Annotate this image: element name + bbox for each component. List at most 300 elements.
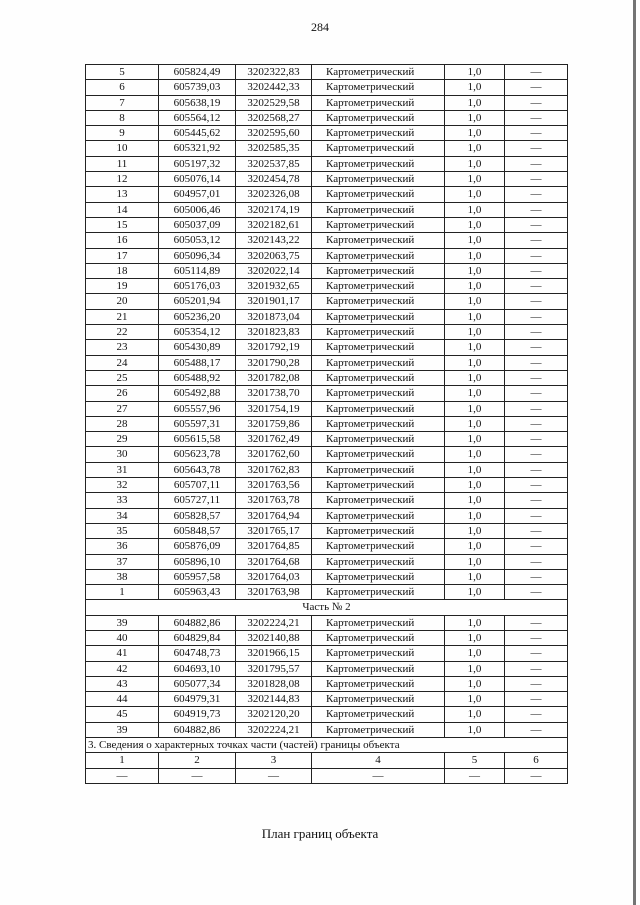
cell-description: — <box>505 279 568 294</box>
table-row <box>86 141 568 156</box>
cell-description: — <box>505 65 568 80</box>
cell-x-coordinate: 604829,84 <box>159 630 236 645</box>
table-row <box>86 65 568 80</box>
cell-method: Картометрический <box>312 80 445 95</box>
cell-y-coordinate: 3201762,49 <box>236 432 312 447</box>
cell-method: Картометрический <box>312 569 445 584</box>
cell-description: — <box>505 370 568 385</box>
cell-x-coordinate: 2 <box>159 753 236 768</box>
table-row <box>86 202 568 217</box>
cell-y-coordinate: 3201759,86 <box>236 416 312 431</box>
cell-point-number: 6 <box>86 80 159 95</box>
cell-description: — <box>505 309 568 324</box>
cell-method: Картометрический <box>312 432 445 447</box>
cell-accuracy: 1,0 <box>445 554 505 569</box>
cell-x-coordinate: 605077,34 <box>159 676 236 691</box>
table-row <box>86 95 568 110</box>
cell-method: Картометрический <box>312 233 445 248</box>
cell-method: Картометрический <box>312 187 445 202</box>
table-row <box>86 615 568 630</box>
cell-point-number: 1 <box>86 585 159 600</box>
cell-x-coordinate: 605824,49 <box>159 65 236 80</box>
cell-method: Картометрический <box>312 630 445 645</box>
cell-accuracy: 1,0 <box>445 523 505 538</box>
part-2-header-row <box>86 600 568 615</box>
cell-x-coordinate: 605176,03 <box>159 279 236 294</box>
cell-x-coordinate: 604919,73 <box>159 707 236 722</box>
cell-description: — <box>505 569 568 584</box>
cell-point-number: 5 <box>86 65 159 80</box>
cell-description: — <box>505 340 568 355</box>
cell-method: Картометрический <box>312 508 445 523</box>
cell-x-coordinate: 604693,10 <box>159 661 236 676</box>
cell-y-coordinate: 3201790,28 <box>236 355 312 370</box>
cell-accuracy: 1,0 <box>445 493 505 508</box>
table-row <box>86 126 568 141</box>
cell-accuracy: 1,0 <box>445 141 505 156</box>
cell-accuracy: 1,0 <box>445 294 505 309</box>
cell-description: — <box>505 462 568 477</box>
cell-point-number: 19 <box>86 279 159 294</box>
cell-y-coordinate: — <box>236 768 312 783</box>
cell-y-coordinate: 3202568,27 <box>236 110 312 125</box>
cell-x-coordinate: 605623,78 <box>159 447 236 462</box>
cell-x-coordinate: 605876,09 <box>159 539 236 554</box>
cell-accuracy: 1,0 <box>445 646 505 661</box>
table-row <box>86 661 568 676</box>
cell-method: Картометрический <box>312 110 445 125</box>
cell-method: Картометрический <box>312 355 445 370</box>
part-2-title: Часть № 2 <box>86 600 568 615</box>
cell-accuracy: 1,0 <box>445 279 505 294</box>
cell-y-coordinate: 3202174,19 <box>236 202 312 217</box>
cell-accuracy: 1,0 <box>445 65 505 80</box>
table-row <box>86 554 568 569</box>
cell-point-number: — <box>86 768 159 783</box>
table-row <box>86 217 568 232</box>
cell-accuracy: 1,0 <box>445 722 505 737</box>
cell-x-coordinate: 605006,46 <box>159 202 236 217</box>
cell-x-coordinate: 604957,01 <box>159 187 236 202</box>
cell-y-coordinate: 3202442,33 <box>236 80 312 95</box>
table-row <box>86 722 568 737</box>
table-row <box>86 493 568 508</box>
cell-point-number: 44 <box>86 692 159 707</box>
cell-method: Картометрический <box>312 692 445 707</box>
cell-y-coordinate: 3202120,20 <box>236 707 312 722</box>
table-row <box>86 263 568 278</box>
coordinates-table <box>85 64 568 784</box>
cell-point-number: 1 <box>86 753 159 768</box>
cell-description: — <box>505 141 568 156</box>
cell-method: Картометрический <box>312 248 445 263</box>
cell-description: — <box>505 432 568 447</box>
cell-method: Картометрический <box>312 722 445 737</box>
table-row <box>86 233 568 248</box>
cell-description: — <box>505 630 568 645</box>
cell-method: Картометрический <box>312 263 445 278</box>
table-row <box>86 585 568 600</box>
table-row <box>86 676 568 691</box>
cell-y-coordinate: 3201765,17 <box>236 523 312 538</box>
cell-description: — <box>505 401 568 416</box>
cell-method: Картометрический <box>312 386 445 401</box>
table-row <box>86 370 568 385</box>
section-3-caption-row <box>86 738 568 753</box>
table-row <box>86 508 568 523</box>
cell-point-number: 16 <box>86 233 159 248</box>
cell-accuracy: 1,0 <box>445 462 505 477</box>
cell-description: — <box>505 172 568 187</box>
cell-description: — <box>505 661 568 676</box>
cell-x-coordinate: 605828,57 <box>159 508 236 523</box>
table-row <box>86 110 568 125</box>
cell-method: Картометрический <box>312 554 445 569</box>
table-row <box>86 707 568 722</box>
cell-x-coordinate: 605053,12 <box>159 233 236 248</box>
cell-description: — <box>505 325 568 340</box>
cell-point-number: 38 <box>86 569 159 584</box>
cell-x-coordinate: 604882,86 <box>159 615 236 630</box>
table-row <box>86 325 568 340</box>
cell-x-coordinate: 605957,58 <box>159 569 236 584</box>
cell-description: — <box>505 187 568 202</box>
cell-method: Картометрический <box>312 340 445 355</box>
cell-accuracy: 1,0 <box>445 355 505 370</box>
cell-x-coordinate: 605096,34 <box>159 248 236 263</box>
cell-y-coordinate: 3201823,83 <box>236 325 312 340</box>
cell-accuracy: 1,0 <box>445 370 505 385</box>
cell-point-number: 36 <box>86 539 159 554</box>
cell-y-coordinate: 3201738,70 <box>236 386 312 401</box>
section-3-caption: 3. Сведения о характерных точках части (частей) границы объекта <box>86 738 568 753</box>
cell-x-coordinate: 605848,57 <box>159 523 236 538</box>
cell-point-number: 30 <box>86 447 159 462</box>
cell-description: — <box>505 615 568 630</box>
cell-description: — <box>505 447 568 462</box>
cell-point-number: 34 <box>86 508 159 523</box>
cell-point-number: 21 <box>86 309 159 324</box>
cell-x-coordinate: 604748,73 <box>159 646 236 661</box>
section-3-empty-row <box>86 768 568 783</box>
cell-y-coordinate: 3201762,83 <box>236 462 312 477</box>
cell-description: — <box>505 707 568 722</box>
cell-y-coordinate: 3202224,21 <box>236 722 312 737</box>
cell-accuracy: 1,0 <box>445 661 505 676</box>
cell-accuracy: 1,0 <box>445 202 505 217</box>
cell-description: — <box>505 80 568 95</box>
cell-y-coordinate: 3201764,68 <box>236 554 312 569</box>
cell-method: Картометрический <box>312 156 445 171</box>
cell-accuracy: 1,0 <box>445 95 505 110</box>
coordinates-table-body <box>86 65 568 784</box>
cell-point-number: 20 <box>86 294 159 309</box>
table-row <box>86 355 568 370</box>
cell-method: Картометрический <box>312 65 445 80</box>
cell-method: Картометрический <box>312 585 445 600</box>
cell-point-number: 29 <box>86 432 159 447</box>
cell-y-coordinate: 3201932,65 <box>236 279 312 294</box>
cell-accuracy: 5 <box>445 753 505 768</box>
table-row <box>86 309 568 324</box>
cell-accuracy: 1,0 <box>445 110 505 125</box>
cell-y-coordinate: 3202144,83 <box>236 692 312 707</box>
cell-x-coordinate: 605963,43 <box>159 585 236 600</box>
cell-accuracy: 1,0 <box>445 80 505 95</box>
cell-method: Картометрический <box>312 661 445 676</box>
cell-x-coordinate: 605037,09 <box>159 217 236 232</box>
cell-description: — <box>505 263 568 278</box>
cell-accuracy: 1,0 <box>445 539 505 554</box>
cell-x-coordinate: 605201,94 <box>159 294 236 309</box>
cell-description: — <box>505 508 568 523</box>
cell-description: — <box>505 156 568 171</box>
cell-accuracy: 1,0 <box>445 126 505 141</box>
cell-accuracy: 1,0 <box>445 340 505 355</box>
cell-method: Картометрический <box>312 309 445 324</box>
cell-accuracy: 1,0 <box>445 416 505 431</box>
cell-method: Картометрический <box>312 95 445 110</box>
table-row <box>86 462 568 477</box>
cell-description: — <box>505 646 568 661</box>
cell-method: Картометрический <box>312 217 445 232</box>
cell-y-coordinate: 3202063,75 <box>236 248 312 263</box>
page-number: 284 <box>311 20 329 34</box>
cell-accuracy: 1,0 <box>445 263 505 278</box>
cell-y-coordinate: 3202585,35 <box>236 141 312 156</box>
cell-point-number: 17 <box>86 248 159 263</box>
cell-point-number: 42 <box>86 661 159 676</box>
cell-point-number: 9 <box>86 126 159 141</box>
cell-point-number: 13 <box>86 187 159 202</box>
table-row <box>86 646 568 661</box>
cell-description: — <box>505 768 568 783</box>
cell-y-coordinate: 3201828,08 <box>236 676 312 691</box>
cell-accuracy: 1,0 <box>445 585 505 600</box>
cell-accuracy: 1,0 <box>445 692 505 707</box>
cell-y-coordinate: 3201764,85 <box>236 539 312 554</box>
cell-y-coordinate: 3201754,19 <box>236 401 312 416</box>
cell-description: — <box>505 386 568 401</box>
cell-method: Картометрический <box>312 462 445 477</box>
plan-title: План границ объекта <box>261 826 379 841</box>
section-3-header-row <box>86 753 568 768</box>
cell-method: Картометрический <box>312 279 445 294</box>
cell-y-coordinate: 3201763,78 <box>236 493 312 508</box>
table-row <box>86 539 568 554</box>
cell-x-coordinate: 605076,14 <box>159 172 236 187</box>
cell-accuracy: 1,0 <box>445 432 505 447</box>
cell-accuracy: 1,0 <box>445 401 505 416</box>
cell-point-number: 12 <box>86 172 159 187</box>
cell-point-number: 32 <box>86 478 159 493</box>
cell-method: Картометрический <box>312 615 445 630</box>
cell-method: 4 <box>312 753 445 768</box>
cell-x-coordinate: 604979,31 <box>159 692 236 707</box>
table-row <box>86 523 568 538</box>
cell-y-coordinate: 3202537,85 <box>236 156 312 171</box>
cell-x-coordinate: 605615,58 <box>159 432 236 447</box>
cell-x-coordinate: 605321,92 <box>159 141 236 156</box>
cell-accuracy: 1,0 <box>445 508 505 523</box>
cell-point-number: 11 <box>86 156 159 171</box>
table-row <box>86 432 568 447</box>
cell-description: — <box>505 202 568 217</box>
cell-method: Картометрический <box>312 539 445 554</box>
table-row <box>86 447 568 462</box>
cell-y-coordinate: 3201763,98 <box>236 585 312 600</box>
cell-method: Картометрический <box>312 676 445 691</box>
cell-y-coordinate: 3 <box>236 753 312 768</box>
cell-y-coordinate: 3201873,04 <box>236 309 312 324</box>
cell-x-coordinate: 605445,62 <box>159 126 236 141</box>
cell-y-coordinate: 3202454,78 <box>236 172 312 187</box>
table-row <box>86 401 568 416</box>
cell-accuracy: 1,0 <box>445 172 505 187</box>
cell-x-coordinate: 605727,11 <box>159 493 236 508</box>
cell-x-coordinate: 605557,96 <box>159 401 236 416</box>
cell-method: Картометрический <box>312 294 445 309</box>
cell-description: — <box>505 248 568 263</box>
cell-x-coordinate: 605739,03 <box>159 80 236 95</box>
table-row <box>86 294 568 309</box>
cell-y-coordinate: 3201764,03 <box>236 569 312 584</box>
cell-point-number: 26 <box>86 386 159 401</box>
cell-description: — <box>505 676 568 691</box>
cell-point-number: 31 <box>86 462 159 477</box>
table-row <box>86 478 568 493</box>
table-row <box>86 156 568 171</box>
cell-description: 6 <box>505 753 568 768</box>
cell-description: — <box>505 585 568 600</box>
cell-y-coordinate: 3201763,56 <box>236 478 312 493</box>
table-row <box>86 340 568 355</box>
cell-accuracy: 1,0 <box>445 447 505 462</box>
cell-y-coordinate: 3202143,22 <box>236 233 312 248</box>
table-row <box>86 569 568 584</box>
cell-point-number: 23 <box>86 340 159 355</box>
cell-method: Картометрический <box>312 325 445 340</box>
cell-description: — <box>505 217 568 232</box>
cell-description: — <box>505 95 568 110</box>
cell-accuracy: — <box>445 768 505 783</box>
cell-description: — <box>505 126 568 141</box>
cell-point-number: 37 <box>86 554 159 569</box>
cell-point-number: 41 <box>86 646 159 661</box>
cell-accuracy: 1,0 <box>445 630 505 645</box>
cell-accuracy: 1,0 <box>445 309 505 324</box>
cell-y-coordinate: 3202322,83 <box>236 65 312 80</box>
cell-accuracy: 1,0 <box>445 156 505 171</box>
cell-accuracy: 1,0 <box>445 248 505 263</box>
table-row <box>86 630 568 645</box>
cell-x-coordinate: 605638,19 <box>159 95 236 110</box>
cell-method: Картометрический <box>312 370 445 385</box>
cell-x-coordinate: — <box>159 768 236 783</box>
cell-x-coordinate: 605354,12 <box>159 325 236 340</box>
cell-point-number: 39 <box>86 615 159 630</box>
table-row <box>86 80 568 95</box>
cell-description: — <box>505 493 568 508</box>
cell-accuracy: 1,0 <box>445 478 505 493</box>
cell-method: Картометрический <box>312 202 445 217</box>
cell-description: — <box>505 416 568 431</box>
cell-point-number: 15 <box>86 217 159 232</box>
cell-x-coordinate: 605643,78 <box>159 462 236 477</box>
cell-method: Картометрический <box>312 416 445 431</box>
cell-accuracy: 1,0 <box>445 386 505 401</box>
cell-point-number: 14 <box>86 202 159 217</box>
cell-method: Картометрический <box>312 493 445 508</box>
cell-y-coordinate: 3202224,21 <box>236 615 312 630</box>
cell-x-coordinate: 605236,20 <box>159 309 236 324</box>
cell-description: — <box>505 110 568 125</box>
cell-method: Картометрический <box>312 126 445 141</box>
cell-description: — <box>505 478 568 493</box>
cell-description: — <box>505 523 568 538</box>
cell-point-number: 39 <box>86 722 159 737</box>
cell-method: Картометрический <box>312 707 445 722</box>
cell-point-number: 27 <box>86 401 159 416</box>
table-row <box>86 172 568 187</box>
cell-point-number: 22 <box>86 325 159 340</box>
scan-edge-shadow <box>633 0 636 905</box>
cell-y-coordinate: 3201764,94 <box>236 508 312 523</box>
table-row <box>86 248 568 263</box>
cell-description: — <box>505 554 568 569</box>
cell-y-coordinate: 3201782,08 <box>236 370 312 385</box>
cell-description: — <box>505 294 568 309</box>
table-row <box>86 692 568 707</box>
cell-x-coordinate: 605488,92 <box>159 370 236 385</box>
cell-method: Картометрический <box>312 523 445 538</box>
cell-x-coordinate: 605597,31 <box>159 416 236 431</box>
cell-accuracy: 1,0 <box>445 615 505 630</box>
cell-method: Картометрический <box>312 478 445 493</box>
cell-y-coordinate: 3202182,61 <box>236 217 312 232</box>
cell-accuracy: 1,0 <box>445 217 505 232</box>
cell-accuracy: 1,0 <box>445 233 505 248</box>
cell-method: — <box>312 768 445 783</box>
cell-point-number: 24 <box>86 355 159 370</box>
cell-point-number: 43 <box>86 676 159 691</box>
cell-point-number: 10 <box>86 141 159 156</box>
cell-y-coordinate: 3202595,60 <box>236 126 312 141</box>
cell-point-number: 33 <box>86 493 159 508</box>
cell-method: Картометрический <box>312 401 445 416</box>
cell-y-coordinate: 3201762,60 <box>236 447 312 462</box>
cell-x-coordinate: 605564,12 <box>159 110 236 125</box>
cell-x-coordinate: 605492,88 <box>159 386 236 401</box>
cell-y-coordinate: 3201792,19 <box>236 340 312 355</box>
cell-x-coordinate: 605430,89 <box>159 340 236 355</box>
cell-y-coordinate: 3201966,15 <box>236 646 312 661</box>
cell-y-coordinate: 3201901,17 <box>236 294 312 309</box>
cell-accuracy: 1,0 <box>445 569 505 584</box>
cell-point-number: 7 <box>86 95 159 110</box>
cell-point-number: 40 <box>86 630 159 645</box>
table-row <box>86 279 568 294</box>
cell-point-number: 18 <box>86 263 159 278</box>
table-row <box>86 386 568 401</box>
cell-accuracy: 1,0 <box>445 325 505 340</box>
cell-method: Картометрический <box>312 447 445 462</box>
cell-x-coordinate: 605114,89 <box>159 263 236 278</box>
cell-description: — <box>505 233 568 248</box>
cell-y-coordinate: 3202326,08 <box>236 187 312 202</box>
cell-point-number: 35 <box>86 523 159 538</box>
cell-x-coordinate: 605488,17 <box>159 355 236 370</box>
